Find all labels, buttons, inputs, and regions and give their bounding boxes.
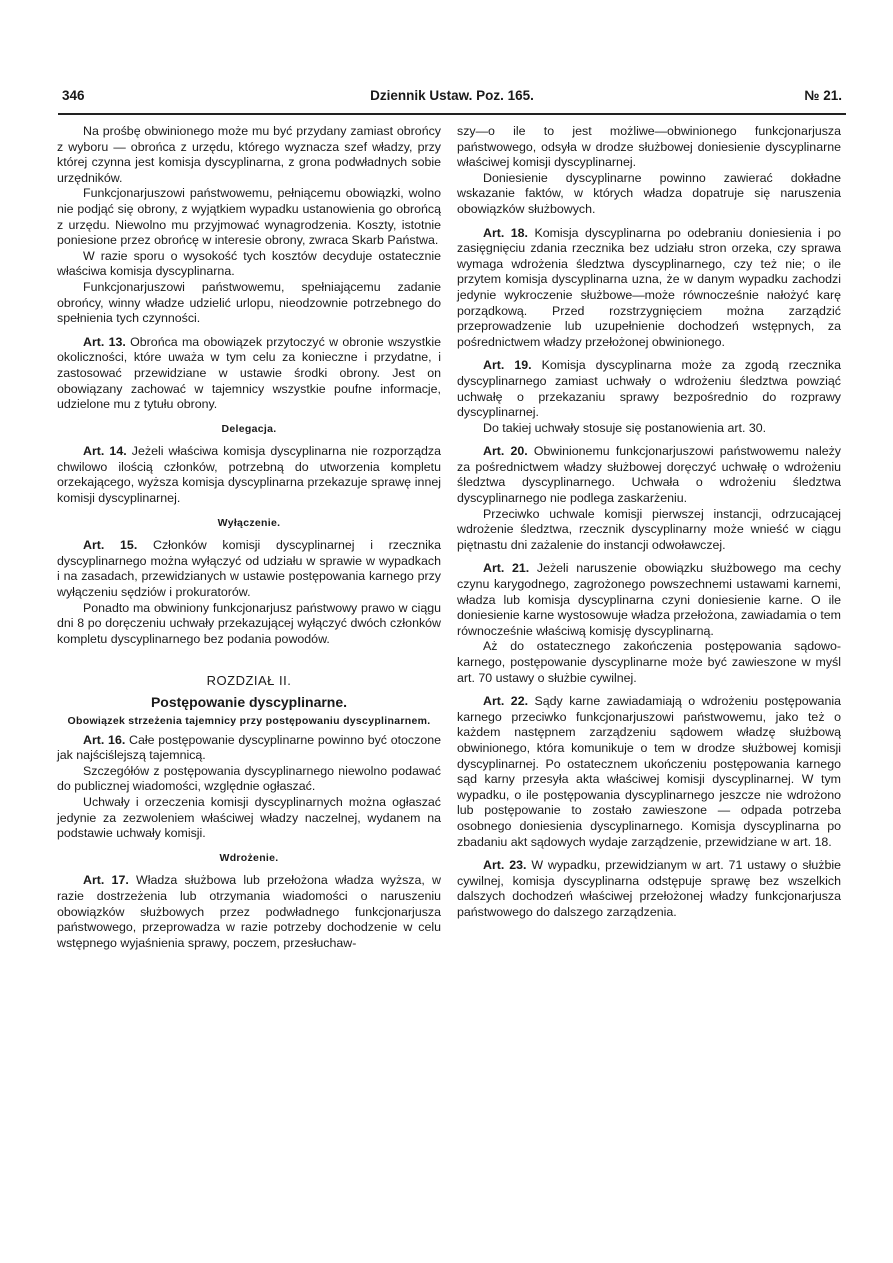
page-header bbox=[62, 88, 842, 108]
article-label: Art. 13. bbox=[83, 334, 126, 349]
article-14 bbox=[57, 444, 441, 506]
page-number: 346 bbox=[62, 88, 85, 103]
article-22 bbox=[457, 694, 841, 850]
paragraph: Funkcjonarjuszowi państwowemu, spełniającemu zadanie obrońcy, winny władze udzielić urlopu, nieodzownie potrzebnego do spełnienia tych czynności. bbox=[57, 279, 441, 326]
article-13 bbox=[57, 335, 441, 413]
article-16 bbox=[57, 733, 441, 764]
article-label: Art. 16. bbox=[83, 732, 126, 747]
left-column bbox=[57, 124, 441, 951]
article-label: Art. 17. bbox=[83, 873, 129, 888]
article-15 bbox=[57, 538, 441, 600]
article-text: Jeżeli naruszenie obowiązku służbowego ma cechy czynu karygodnego, zagrożonego powszechnemi ustawami karnemi, władza lub komisja dyscyplinarna czyni doniesienie karne. O ile doniesienie karne wystosowuje władza przełożona, zawiadamia o tem równocześnie właściwą komisję dyscyplinarną. bbox=[457, 561, 841, 638]
section-heading-wdrozenie: Wdrożenie. bbox=[219, 851, 279, 864]
article-label: Art. 23. bbox=[483, 858, 527, 873]
paragraph: Ponadto ma obwiniony funkcjonarjusz państwowy prawo w ciągu dni 8 po doręczeniu uchwały przekazującej wyłączyć dwóch członków kompletu dyscyplinarnego bez podania powodów. bbox=[57, 600, 441, 646]
article-label: Art. 19. bbox=[483, 358, 532, 373]
paragraph: Na prośbę obwinionego może mu być przydany zamiast obrońcy z wyboru — obrońca z urzędu, którego wyznacza szef władzy, przy której czynna jest komisja dyscyplinarna, z grona podwładnych sobie urzędników. bbox=[57, 124, 441, 185]
header-rule bbox=[58, 113, 846, 115]
paragraph: szy—o ile to jest możliwe—obwinionego funkcjonarjusza państwowego, odsyła w drodze służbowej doniesienie dyscyplinarne właściwej komisji dyscyplinarnej. bbox=[457, 124, 841, 170]
paragraph: W razie sporu o wysokość tych kosztów decyduje ostatecznie właściwa komisja dyscyplinarna. bbox=[57, 248, 441, 279]
article-label: Art. 21. bbox=[483, 561, 530, 576]
issue-number: № 21. bbox=[804, 88, 842, 103]
article-text: Sądy karne zawiadamiają o wdrożeniu postępowania karnego przeciwko funkcjonarjuszowi państwowemu, jako też o każdem następnem zarządzeniu sądowem władzę służbową obwinionego, która komunikuje o tem w drodze służbowej komisji dyscyplinarnej. Po ostatecznem ukończeniu postępowania karnego sąd karny przesyła akta właściwej komisji dyscyplinarnej. W tym wypadku, o ile postępowania dyscyplinarnego jeszcze nie wdrożono lub postępowanie to zostało zawieszone — odpada potrzeba osobnego doniesienia dyscyplinarnego. Komisja dyscyplinarna po zbadaniu akt sądowych wydaje zarządzenie, przewidziane w art. 18. bbox=[457, 694, 841, 849]
paragraph: Szczegółów z postępowania dyscyplinarnego niewolno podawać do publicznej wiadomości, względnie ogłaszać. bbox=[57, 763, 441, 794]
chapter-title: Postępowanie dyscyplinarne. bbox=[150, 694, 348, 710]
right-column bbox=[457, 124, 841, 921]
article-label: Art. 18. bbox=[483, 225, 528, 240]
article-21 bbox=[457, 561, 841, 639]
paragraph: Aż do ostatecznego zakończenia postępowania sądowo-karnego, postępowanie dyscyplinarne może być zawieszone w myśl art. 70 ustawy o służbie cywilnej. bbox=[457, 639, 841, 685]
article-text: Członków komisji dyscyplinarnej i rzecznika dyscyplinarnego można wyłączyć od udziału w sprawie w wypadkach i na zasadach, przewidzianych w ustawie postępowania karnego przy wyłączeniu sędziów i prokuratorów. bbox=[57, 538, 441, 600]
article-23 bbox=[457, 858, 841, 920]
article-text: Komisja dyscyplinarna po odebraniu doniesienia i po zasięgnięciu zdania rzecznika bez udziału stron orzeka, czy sprawa wymaga wdrożenia śledztwa dyscyplinarnego, czy też nie; o ile przytem komisja dyscyplinarna uzna, że w danym wypadku zachodzi jedynie wykroczenie służbowe—może równocześnie nałożyć karę porządkową. Przed rozstrzygnięciem można zarządzić przeprowadzenie lub uzupełnienie dochodzeń wstępnych, za pośrednictwem władzy przełożonej obwinionego. bbox=[457, 225, 841, 349]
article-text: Całe postępowanie dyscyplinarne powinno być otoczone jak najściślejszą tajemnicą. bbox=[57, 732, 441, 763]
paragraph: Doniesienie dyscyplinarne powinno zawierać dokładne wskazanie faktów, w których władza dopatruje się naruszenia obowiązków służbowych. bbox=[457, 170, 841, 216]
section-heading-wylaczenie: Wyłączenie. bbox=[217, 516, 281, 529]
article-label: Art. 15. bbox=[83, 538, 138, 553]
paragraph: Funkcjonarjuszowi państwowemu, pełniącemu obowiązki, wolno nie podjąć się obrony, z wyjątkiem wypadku ustanowienia go obrońcą z urzędu. Niewolno mu przyjmować wynagrodzenia. Koszty, istotnie poniesione przez obrońcę w interesie obrony, zwraca Skarb Państwa. bbox=[57, 186, 441, 248]
article-label: Art. 22. bbox=[483, 694, 529, 709]
journal-title: Dziennik Ustaw. Poz. 165. bbox=[370, 88, 534, 103]
section-heading-delegacja: Delegacja. bbox=[221, 422, 277, 435]
chapter-number: ROZDZIAŁ II. bbox=[206, 673, 292, 689]
paragraph: Uchwały i orzeczenia komisji dyscyplinarnych można ogłaszać jedynie za zezwoleniem właściwej władzy naczelnej, wydanem na podstawie uchwały komisji. bbox=[57, 794, 441, 841]
article-text: Jeżeli właściwa komisja dyscyplinarna nie rozporządza chwilowo ilością członków, potrzebną do utworzenia kompletu orzekającego, wyższa komisja dyscyplinarna przekazuje sprawę innej komisji dyscyplinarnej. bbox=[57, 444, 441, 506]
chapter-subheading: Obowiązek strzeżenia tajemnicy przy postępowaniu dyscyplinarnem. bbox=[67, 714, 431, 727]
article-text: Obrońca ma obowiązek przytoczyć w obronie wszystkie okoliczności, które uważa w tym celu za konieczne i przydatne, i zastosować przewidziane w ustawie środki obrony. Jest on obowiązany zachować w tajemnicy wszystkie poufne informacje, udzielone mu z tytułu obrony. bbox=[57, 334, 441, 412]
article-text: Władza służbowa lub przełożona władza wyższa, w razie dostrzeżenia lub otrzymania wiadomości o naruszeniu obowiązków służbowych przez podwładnego funkcjonarjusza państwowego, przeprowadza w razie potrzeby dochodzenie w celu wstępnego wyjaśnienia sprawy, poczem, przesłuchaw- bbox=[57, 873, 441, 950]
article-text: Obwinionemu funkcjonarjuszowi państwowemu należy za pośrednictwem władzy służbowej doręczyć uchwałę o wdrożeniu śledztwa dyscyplinarnego. Uchwała o wdrożeniu śledztwa dyscyplinarnego nie podlega zaskarżeniu. bbox=[457, 444, 841, 506]
article-label: Art. 14. bbox=[83, 444, 127, 459]
paragraph: Przeciwko uchwale komisji pierwszej instancji, odrzucającej wdrożenie śledztwa, rzecznik dyscyplinarny może wnieść w ciągu piętnastu dni zażalenie do instancji odwoławczej. bbox=[457, 506, 841, 552]
article-20 bbox=[457, 444, 841, 506]
article-18 bbox=[457, 226, 841, 351]
paragraph: Do takiej uchwały stosuje się postanowienia art. 30. bbox=[483, 420, 767, 435]
article-text: W wypadku, przewidzianym w art. 71 ustawy o służbie cywilnej, komisja dyscyplinarna odstępuje sprawę bez wszelkich dalszych dochodzeń właściwej przełożonej władzy funkcjonarjusza państwowego do dalszego zarządzenia. bbox=[457, 858, 841, 919]
article-19 bbox=[457, 358, 841, 420]
article-text: Komisja dyscyplinarna może za zgodą rzecznika dyscyplinarnego zamiast uchwały o wdrożeniu śledztwa powziąć uchwałę o przekazaniu sprawy bezpośrednio do rozprawy dyscyplinarnej. bbox=[457, 358, 841, 420]
article-label: Art. 20. bbox=[483, 444, 528, 459]
article-17 bbox=[57, 873, 441, 951]
